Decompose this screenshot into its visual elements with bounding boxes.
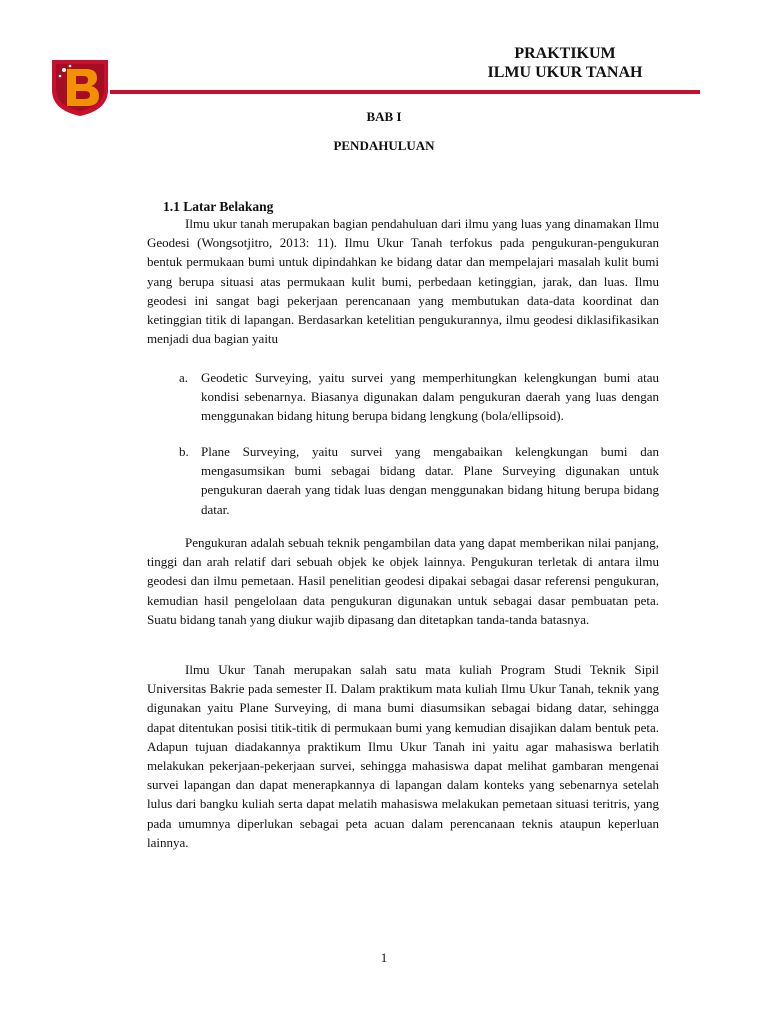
header-title-line2: ILMU UKUR TANAH bbox=[487, 64, 643, 81]
list-item-marker: b. bbox=[179, 444, 189, 459]
list-item-text: Plane Surveying, yaitu survei yang mengabaikan kelengkungan bumi dan mengasumsikan bumi sebagai bidang datar. Plane Surveying digunakan untuk pengukuran daerah yang tidak luas dengan menggunakan bidang hitung berupa bidang datar. bbox=[201, 444, 659, 517]
paragraph-1-text: Ilmu ukur tanah merupakan bagian pendahuluan dari ilmu yang luas yang dinamakan Ilmu Geodesi (Wongsotjitro, 2013: 11). Ilmu Ukur Tanah terfokus pada pengukuran-pengukuran bentuk permukaan bumi untuk dipindahkan ke bidang datar dan mempelajari masalah kulit bumi yang berupa situasi atas permukaan kulit bumi, perbedaan ketinggian, jarak, dan luas. Ilmu geodesi ini sangat bagi pekerjaan perencanaan yang membutukan data-data koordinat dan ketinggian titik di lapangan. Berdasarkan ketelitian pengukurannya, ilmu geodesi diklasifikasikan menjadi dua bagian yaitu bbox=[147, 216, 659, 347]
chapter-number: BAB I bbox=[366, 109, 402, 124]
classification-list-b bbox=[147, 442, 659, 519]
paragraph-2 bbox=[147, 533, 659, 629]
header-divider bbox=[110, 90, 700, 94]
paragraph-1 bbox=[147, 214, 659, 348]
list-item-text: Geodetic Surveying, yaitu survei yang memperhitungkan kelengkungan bumi atau kondisi sebenarnya. Biasanya digunakan dalam pengukuran daerah yang luas dengan menggunakan bidang hitung berupa bidang lengkung (bola/ellipsoid). bbox=[201, 370, 659, 424]
list-item-marker: a. bbox=[179, 370, 189, 385]
section-heading: 1.1 Latar Belakang bbox=[163, 199, 274, 214]
header-title-line1: PRAKTIKUM bbox=[514, 45, 616, 62]
list-item bbox=[147, 442, 659, 519]
paragraph-2-text: Pengukuran adalah sebuah teknik pengambilan data yang dapat memberikan nilai panjang, tinggi dan arah relatif dari sebuah objek ke objek lainnya. Pengukuran terletak di antara ilmu geodesi dan ilmu pemetaan. Hasil penelitian geodesi dipakai sebagai dasar referensi pengukuran, kemudian hasil pengelolaan data pengukuran digunakan untuk sebagai dasar pembuatan peta. Suatu bidang tanah yang diukur wajib dipasang dan ditetapkan tanda-tanda batasnya. bbox=[147, 535, 659, 627]
page-number: 1 bbox=[380, 950, 388, 965]
classification-list-a bbox=[147, 368, 659, 426]
paragraph-3-text: Ilmu Ukur Tanah merupakan salah satu mata kuliah Program Studi Teknik Sipil Universitas Bakrie pada semester II. Dalam praktikum mata kuliah Ilmu Ukur Tanah, teknik yang digunakan yaitu Plane Surveying, di mana bumi diasumsikan sebagai bidang datar, sehingga dapat ditentukan posisi titik-titik di permukaan bumi yang kemudian disajikan dalam bentuk peta. Adapun tujuan diadakannya praktikum Ilmu Ukur Tanah ini yaitu agar mahasiswa berlatih melakukan pekerjaan-pekerjaan survei, sehingga mahasiswa dapat melihat gambaran mengenai survei lapangan dan dapat menerapkannya di lapangan dalam konteks yang sebenarnya setelah lulus dari bangku kuliah serta dapat melatih mahasiswa melakukan pemetaan situasi teritris, yang pada umumnya diperlukan sebagai peta acuan dalam perencanaan teknis ataupun keperluan lainnya. bbox=[147, 662, 659, 850]
paragraph-3 bbox=[147, 660, 659, 852]
list-item bbox=[147, 368, 659, 426]
chapter-title: PENDAHULUAN bbox=[333, 138, 435, 153]
